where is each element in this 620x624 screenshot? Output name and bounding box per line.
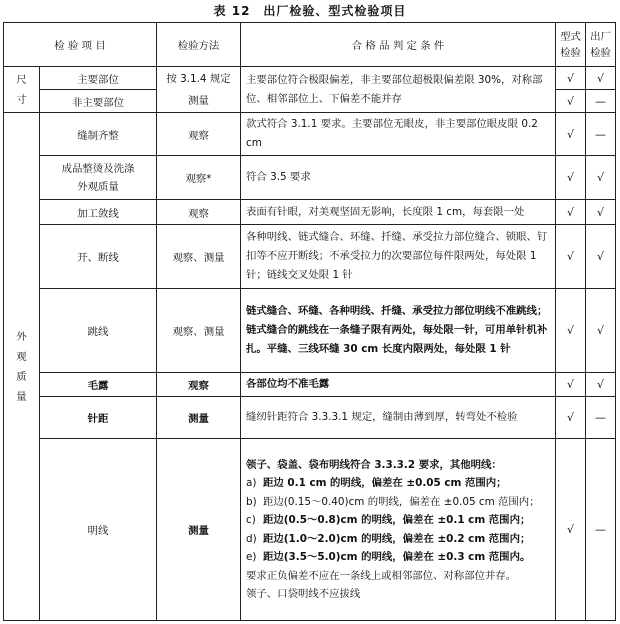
stitch-spacing-type-test: √ bbox=[556, 397, 586, 439]
size-row-main bbox=[4, 67, 616, 90]
broken-thread-type-test: √ bbox=[556, 225, 586, 289]
topstitch-intro: 领子、袋盖、袋布明线符合 3.3.3.2 要求，其他明线： bbox=[246, 458, 502, 471]
size-category-char2: 寸 bbox=[16, 93, 27, 106]
topstitch-item: 明线 bbox=[40, 439, 157, 621]
neatness-factory-test: — bbox=[586, 113, 616, 156]
header-item: 检 验 项 目 bbox=[4, 23, 157, 67]
header-type-test bbox=[556, 23, 586, 67]
stitch-spacing-item: 针距 bbox=[40, 397, 157, 439]
topstitch-text-e: 距边(3.5～5.0)cm 的明线，偏差在 ±0.3 cm 范围内。 bbox=[263, 551, 531, 563]
appearance-category-char1: 外 bbox=[16, 330, 27, 343]
raw-edge-method: 观察 bbox=[157, 373, 241, 397]
appearance-row-pressing bbox=[4, 156, 616, 200]
size-category bbox=[4, 67, 40, 113]
appearance-category bbox=[4, 113, 40, 621]
stitching-criteria: 表面有针眼，对美观坚固无影响，长度限 1 cm，每套限一处 bbox=[241, 200, 556, 225]
topstitch-tag-c: c) bbox=[246, 514, 256, 526]
broken-thread-method: 观察、测量 bbox=[157, 225, 241, 289]
stitch-spacing-factory-test: — bbox=[586, 397, 616, 439]
pressing-item-line2: 外观质量 bbox=[77, 180, 119, 193]
appearance-row-neatness bbox=[4, 113, 616, 156]
appearance-row-topstitch bbox=[4, 439, 616, 621]
topstitch-tag-e: e) bbox=[246, 551, 257, 563]
size-method bbox=[157, 67, 241, 113]
stitch-spacing-criteria: 缝纫针距符合 3.3.3.1 规定，缝制由薄到厚，转弯处不检验 bbox=[241, 397, 556, 439]
broken-thread-factory-test: √ bbox=[586, 225, 616, 289]
topstitch-item-a bbox=[246, 474, 550, 493]
neatness-item: 缝制齐整 bbox=[40, 113, 157, 156]
pressing-item bbox=[40, 156, 157, 200]
appearance-category-char3: 质 bbox=[16, 370, 27, 383]
size-main-item: 主要部位 bbox=[40, 67, 157, 90]
broken-thread-criteria: 各种明线、链式缝合、环缝、扦缝、承受拉力部位缝合、锁眼、钉扣等不应开断线；不承受拉力的次要部位每件限两处，每处限 1 针；链线交叉处限 1 针 bbox=[241, 225, 556, 289]
skip-stitch-item: 跳线 bbox=[40, 289, 157, 373]
neatness-criteria: 款式符合 3.1.1 要求。主要部位无眼皮，非主要部位眼皮限 0.2 cm bbox=[241, 113, 556, 156]
size-method-line2: 测量 bbox=[188, 94, 209, 107]
stitching-method: 观察 bbox=[157, 200, 241, 225]
topstitch-factory-test: — bbox=[586, 439, 616, 621]
header-row bbox=[4, 23, 616, 67]
topstitch-tag-a: a) bbox=[246, 477, 257, 489]
raw-edge-factory-test: √ bbox=[586, 373, 616, 397]
appearance-row-skip-stitch bbox=[4, 289, 616, 373]
neatness-method: 观察 bbox=[157, 113, 241, 156]
topstitch-text-b: 距边(0.15～0.40)cm 的明线，偏差在 ±0.05 cm 范围内； bbox=[263, 495, 540, 508]
skip-stitch-method: 观察、测量 bbox=[157, 289, 241, 373]
raw-edge-type-test: √ bbox=[556, 373, 586, 397]
topstitch-item-e bbox=[246, 548, 550, 567]
appearance-row-raw-edge bbox=[4, 373, 616, 397]
pressing-factory-test: √ bbox=[586, 156, 616, 200]
header-factory-test bbox=[586, 23, 616, 67]
pressing-method: 观察* bbox=[157, 156, 241, 200]
size-category-char1: 尺 bbox=[16, 73, 27, 86]
topstitch-tag-d: d) bbox=[246, 532, 257, 545]
size-minor-type-test: √ bbox=[556, 90, 586, 113]
topstitch-text-c: 距边(0.5～0.8)cm 的明线，偏差在 ±0.1 cm 范围内； bbox=[263, 514, 531, 526]
topstitch-text-d: 距边(1.0～2.0)cm 的明线，偏差在 ±0.2 cm 范围内； bbox=[263, 532, 531, 545]
topstitch-tag-b: b) bbox=[246, 495, 257, 508]
appearance-category-char4: 量 bbox=[16, 390, 27, 403]
topstitch-text-a: 距边 0.1 cm 的明线，偏差在 ±0.05 cm 范围内； bbox=[263, 477, 507, 489]
size-main-factory-test: √ bbox=[586, 67, 616, 90]
stitching-item: 加工敛线 bbox=[40, 200, 157, 225]
topstitch-method: 测量 bbox=[157, 439, 241, 621]
skip-stitch-type-test: √ bbox=[556, 289, 586, 373]
neatness-type-test: √ bbox=[556, 113, 586, 156]
topstitch-item-c bbox=[246, 511, 550, 530]
topstitch-tail-2: 领子、口袋明线不应拔线 bbox=[246, 588, 361, 600]
size-criteria: 主要部位符合极限偏差，非主要部位超极限偏差限 30%，对称部位、相邻部位上、下偏差不能并存 bbox=[241, 67, 556, 113]
broken-thread-item: 开、断线 bbox=[40, 225, 157, 289]
skip-stitch-criteria: 链式缝合、环缝、各种明线、扦缝、承受拉力部位明线不准跳线；链式缝合的跳线在一条缝子限有两处，每处限一针，可用单针机补扎。平缝、三线环缝 30 cm 长度内限两处，每处限 1 针 bbox=[241, 289, 556, 373]
header-factory-test-line1: 出厂 bbox=[590, 30, 611, 43]
topstitch-type-test: √ bbox=[556, 439, 586, 621]
pressing-type-test: √ bbox=[556, 156, 586, 200]
appearance-category-char2: 观 bbox=[16, 350, 27, 363]
topstitch-criteria bbox=[241, 439, 556, 621]
size-main-type-test: √ bbox=[556, 67, 586, 90]
size-method-line1: 按 3.1.4 规定 bbox=[166, 72, 231, 85]
size-minor-factory-test: — bbox=[586, 90, 616, 113]
topstitch-item-b bbox=[246, 493, 550, 512]
appearance-row-broken-thread bbox=[4, 225, 616, 289]
stitching-factory-test: √ bbox=[586, 200, 616, 225]
appearance-row-stitch-spacing bbox=[4, 397, 616, 439]
header-type-test-line2: 检验 bbox=[560, 46, 581, 59]
topstitch-tail-1: 要求正负偏差不应在一条线上或相邻部位、对称部位并存。 bbox=[246, 569, 517, 582]
raw-edge-item: 毛露 bbox=[40, 373, 157, 397]
inspection-table bbox=[3, 22, 616, 621]
pressing-item-line1: 成品整烫及洗涤 bbox=[61, 162, 135, 175]
pressing-criteria: 符合 3.5 要求 bbox=[241, 156, 556, 200]
skip-stitch-factory-test: √ bbox=[586, 289, 616, 373]
stitch-spacing-method: 测量 bbox=[157, 397, 241, 439]
topstitch-item-d bbox=[246, 530, 550, 549]
stitching-type-test: √ bbox=[556, 200, 586, 225]
header-factory-test-line2: 检验 bbox=[590, 46, 611, 59]
raw-edge-criteria: 各部位均不准毛露 bbox=[241, 373, 556, 397]
header-method: 检验方法 bbox=[157, 23, 241, 67]
size-minor-item: 非主要部位 bbox=[40, 90, 157, 113]
table-title: 表 12 出厂检验、型式检验项目 bbox=[213, 4, 407, 18]
appearance-row-stitching bbox=[4, 200, 616, 225]
header-type-test-line1: 型式 bbox=[560, 30, 581, 43]
header-criteria: 合 格 品 判 定 条 件 bbox=[241, 23, 556, 67]
